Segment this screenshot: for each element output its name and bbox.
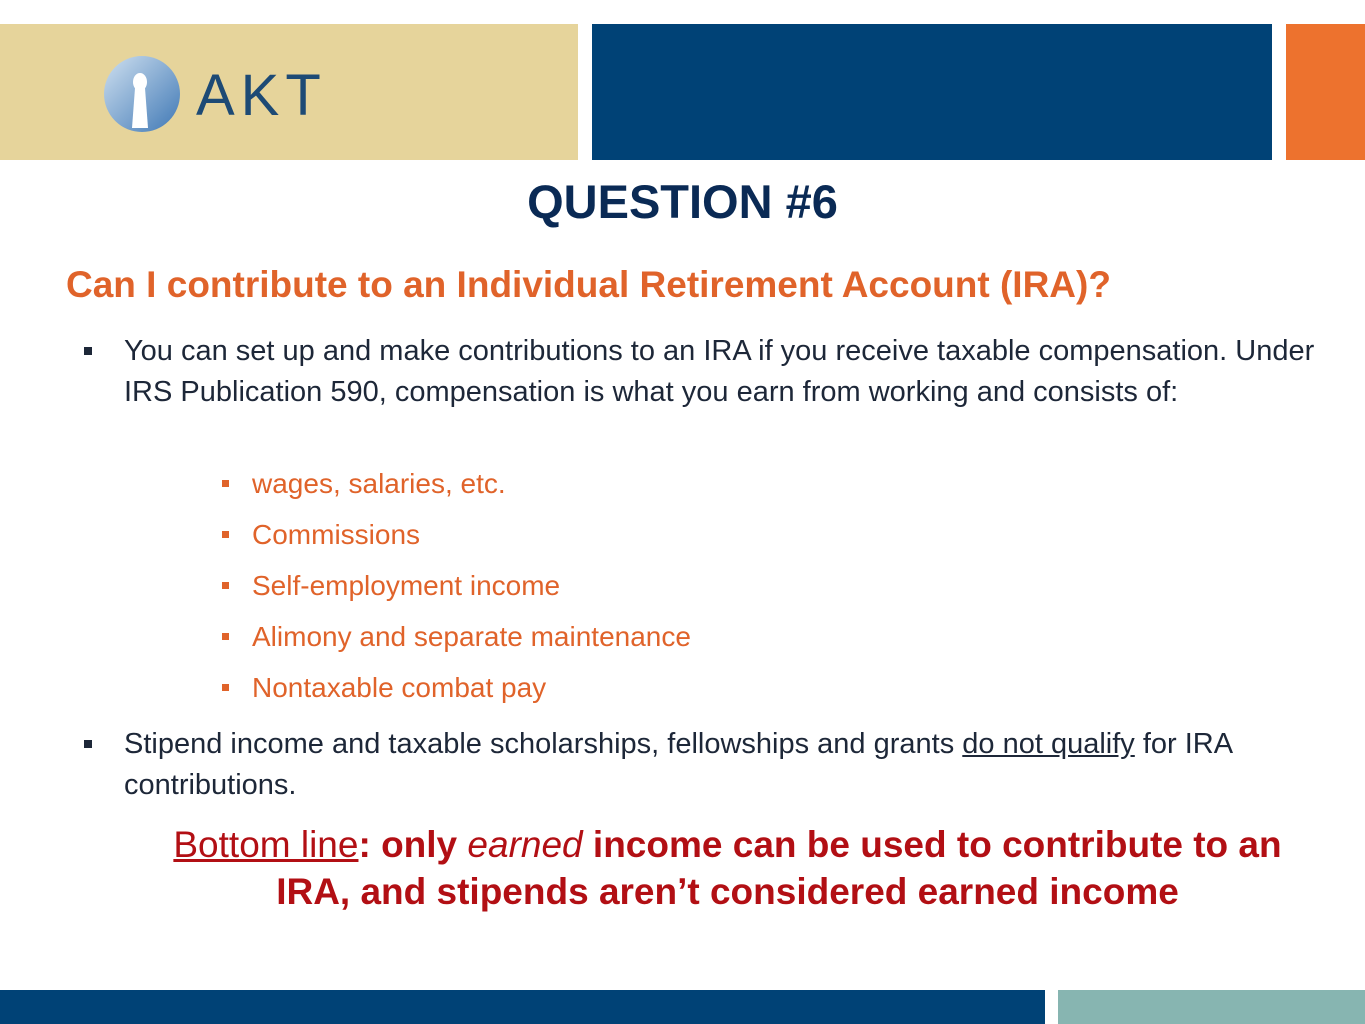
header-band-orange [1286,24,1365,160]
page-title: QUESTION #6 [527,175,838,228]
slide-subtitle: Can I contribute to an Individual Retirement Account (IRA)? [66,264,1111,305]
bullet-text: You can set up and make contributions to an IRA if you receive taxable compensation. Under IRS Publication 590, compensation is what you earn from working and consists of: [124,335,1315,408]
bottom-line-label: Bottom line [173,824,359,865]
bullet-text: Stipend income and taxable scholarships, fellowships and grants do not qualify for IRA contributions. [124,728,1232,801]
bullet-square-icon [222,633,229,640]
list-item: Nontaxable combat pay [222,666,691,717]
bullet-square-icon [222,531,229,538]
list-item: Alimony and separate maintenance [222,615,691,666]
list-item: Self-employment income [222,564,691,615]
emphasis-word: earned [467,824,583,865]
bullet-item [84,331,1344,413]
bullet-square-icon [84,740,92,748]
bottom-line-callout: Bottom line: only earned income can be used to contribute to an IRA, and stipends aren’t considered earned income [173,824,1282,912]
akt-logo [100,52,400,136]
bullet-square-icon [222,684,229,691]
footer-band-teal [1058,990,1365,1024]
bullet-square-icon [84,347,92,355]
bullet-square-icon [222,480,229,487]
compensation-list [222,462,691,717]
header-band-blue [592,24,1272,160]
underlined-phrase: do not qualify [962,728,1135,760]
list-item: wages, salaries, etc. [222,462,691,513]
list-item: Commissions [222,513,691,564]
footer-band-blue [0,990,1045,1024]
bullet-item [84,724,1344,806]
logo-text: AKT [196,63,327,128]
bullet-square-icon [222,582,229,589]
akt-logo-icon [100,52,190,136]
